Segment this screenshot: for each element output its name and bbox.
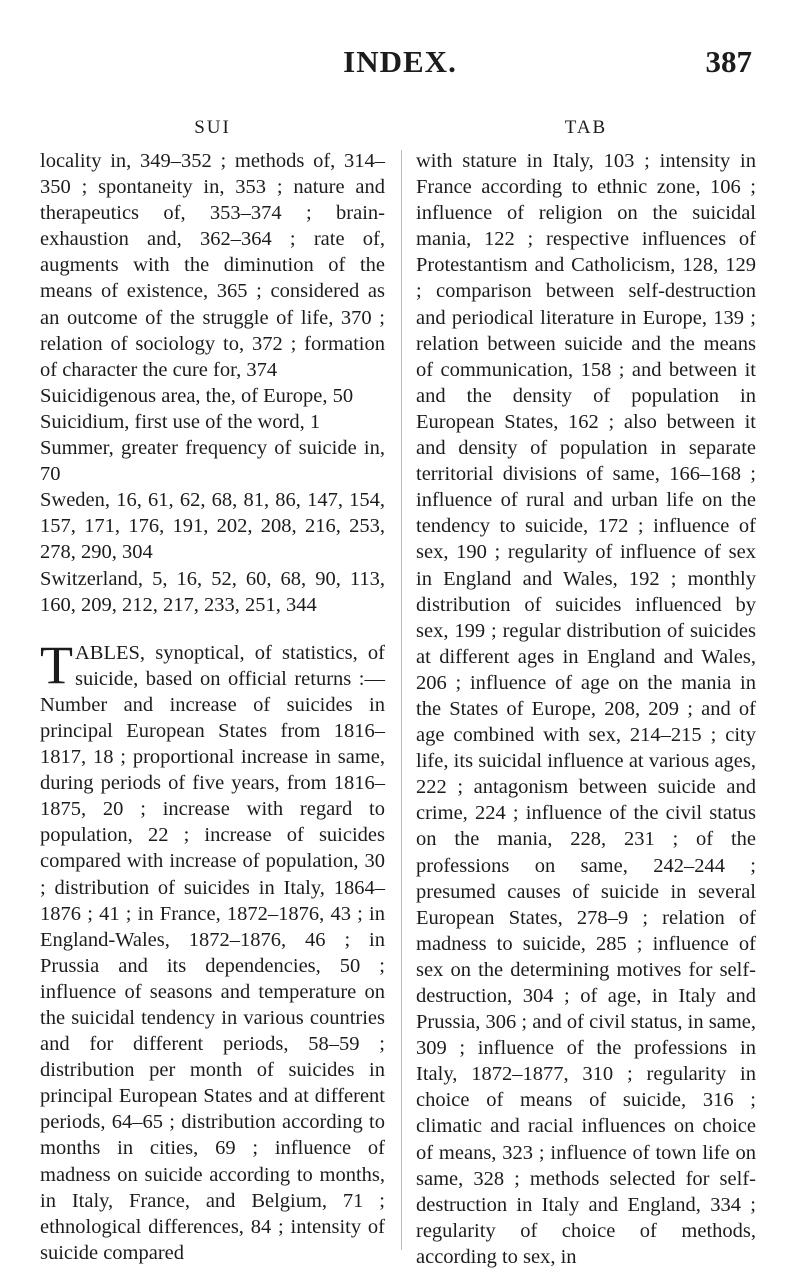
running-head (0, 44, 800, 88)
tables-entry-text: ABLES, synoptical, of statistics, of suicide, based on official returns :—Number and increase of suicides in principal European States from 1816–1817, 18 ; proportional increase in same, during periods of five years, from 1816–1875, 20 ; increase with regard to population, 22 ; increase of suicides compared with increase of population, 30 ; distribution of suicides in Italy, 1864–1876 ; 41 ; in France, 1872–1876, 43 ; in England-Wales, 1872–1876, 46 ; in Prussia and its dependencies, 50 ; influence of seasons and temperature on the suicidal tendency in various countries and for different periods, 58–59 ; distribution per month of suicides in principal European States and at different periods, 64–65 ; distribution according to months in cities, 69 ; influence of madness on suicide according to months, in Italy, France, and Belgium, 71 ; ethnological differences, 84 ; intensity of suicide compared (40, 641, 385, 1264)
index-entry-switzerland: Switzerland, 5, 16, 52, 60, 68, 90, 113, 160, 209, 212, 217, 233, 251, 344 (40, 567, 385, 616)
index-entry-tables (40, 634, 385, 1266)
right-column-heading: TAB (564, 117, 608, 138)
running-title: INDEX. (343, 44, 457, 79)
index-entry-sweden: Sweden, 16, 61, 62, 68, 81, 86, 147, 154, 157, 171, 176, 191, 202, 208, 216, 253, 278, 290, 304 (40, 489, 385, 564)
index-entry-suicidium: Suicidium, first use of the word, 1 (40, 410, 321, 433)
column-divider (401, 150, 402, 1250)
index-entry-summer: Summer, greater frequency of suicide in, 70 (40, 437, 385, 486)
left-column-heading: SUI (194, 117, 231, 138)
left-column (40, 148, 385, 1266)
right-column (416, 148, 756, 1270)
index-entry-suicidigenous: Suicidigenous area, the, of Europe, 50 (40, 384, 354, 407)
page-number: 387 (705, 44, 752, 79)
index-entry-suicide-continued: locality in, 349–352 ; methods of, 314–350 ; spontaneity in, 353 ; nature and therapeutics of, 353–374 ; brain-exhaustion and, 362–364 ; rate of, augments with the diminution of the means of existence, 365 ; considered as an outcome of the struggle of life, 370 ; relation of sociology to, 372 ; formation of character the cure for, 374 (40, 150, 385, 381)
drop-cap: T (40, 634, 73, 695)
index-entry-tables-continued: with stature in Italy, 103 ; intensity in France according to ethnic zone, 106 ; influence of religion on the suicidal mania, 122 ; respective influences of Protestantism and Catholicism, 128, 129 ; comparison between self-destruction and periodical literature in Europe, 139 ; relation between suicide and the means of communication, 158 ; and between it and the density of population in European States, 162 ; also between it and density of population in separate territorial divisions of same, 166–168 ; influence of rural and urban life on the tendency to suicide, 172 ; influence of sex, 190 ; regularity of influence of sex in England and Wales, 192 ; monthly distribution of suicides influenced by sex, 199 ; regular distribution of suicides at different ages in England and Wales, 206 ; influence of age on the mania in the States of Europe, 208, 209 ; and of age combined with sex, 214–215 ; city life, its suicidal influence at various ages, 222 ; antagonism between suicide and crime, 224 ; influence of the civil status on the mania, 228, 231 ; of the professions on same, 242–244 ; presumed causes of suicide in several European States, 278–9 ; relation of madness to suicide, 285 ; influence of sex on the determining motives for self-destruction, 304 ; of age, in Italy and Prussia, 306 ; and of civil status, in same, 309 ; influence of the professions in Italy, 1872–1877, 310 ; regularity in choice of means of suicide, 316 ; climatic and racial influences on choice of means, 323 ; influence of town life on same, 328 ; methods selected for self-destruction in Italy and England, 334 ; regularity of choice of methods, according to sex, in (416, 150, 756, 1268)
